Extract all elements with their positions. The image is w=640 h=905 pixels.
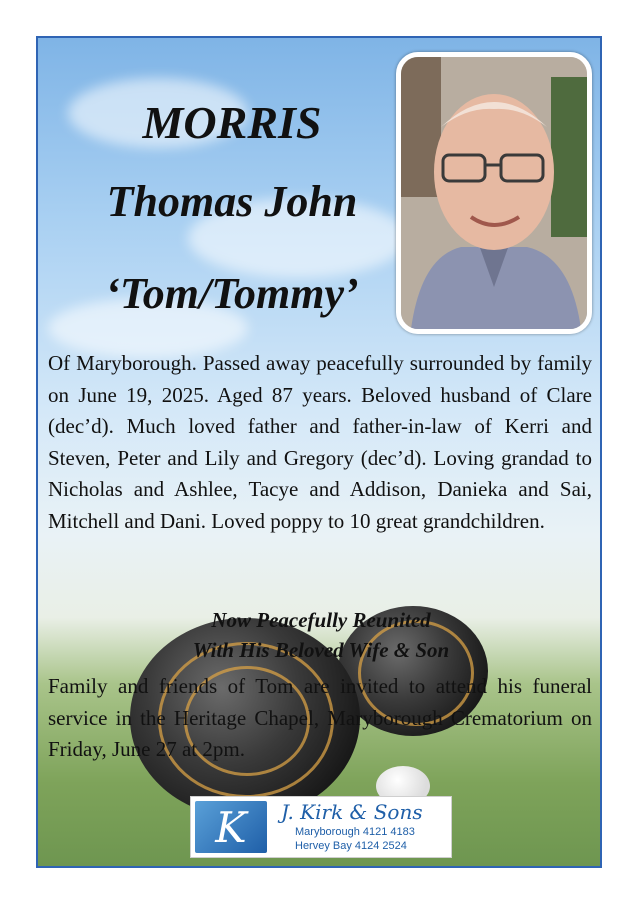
nickname: ‘Tom/Tommy’	[105, 269, 359, 318]
surname: MORRIS	[142, 97, 322, 148]
motto-line-1: Now Peacefully Reunited	[211, 608, 431, 632]
notice-frame	[36, 36, 602, 868]
motto-line-2: With His Beloved Wife & Son	[192, 638, 450, 662]
maryborough-phone: Maryborough 4121 4183	[295, 826, 415, 838]
funeral-director-logo	[190, 796, 452, 858]
portrait-photo	[396, 52, 592, 334]
funeral-director-name: J. Kirk & Sons	[281, 800, 423, 824]
logo-letter: K	[215, 803, 247, 852]
given-names: Thomas John	[106, 177, 358, 226]
obituary-text: Of Maryborough. Passed away peacefully surrounded by family on June 19, 2025. Aged 87 years. Beloved husband of Clare (dec’d). Much loved father and father-in-law of Kerri and Steven, Peter and Lily and Gregory (dec’d). Loving grandad to Nicholas and Ashlee, Tacye and Addison, Danieka and Sai, Mitchell and Dani. Loved poppy to 10 great grandchildren.	[48, 351, 592, 533]
portrait-image	[401, 57, 587, 329]
funeral-details: Family and friends of Tom are invited to attend his funeral service in the Heritage Chapel, Maryborough Crematorium on Friday, June 27 at 2pm.	[48, 674, 592, 761]
kirk-logo-icon	[195, 801, 267, 853]
hervey-bay-phone: Hervey Bay 4124 2524	[295, 840, 407, 852]
